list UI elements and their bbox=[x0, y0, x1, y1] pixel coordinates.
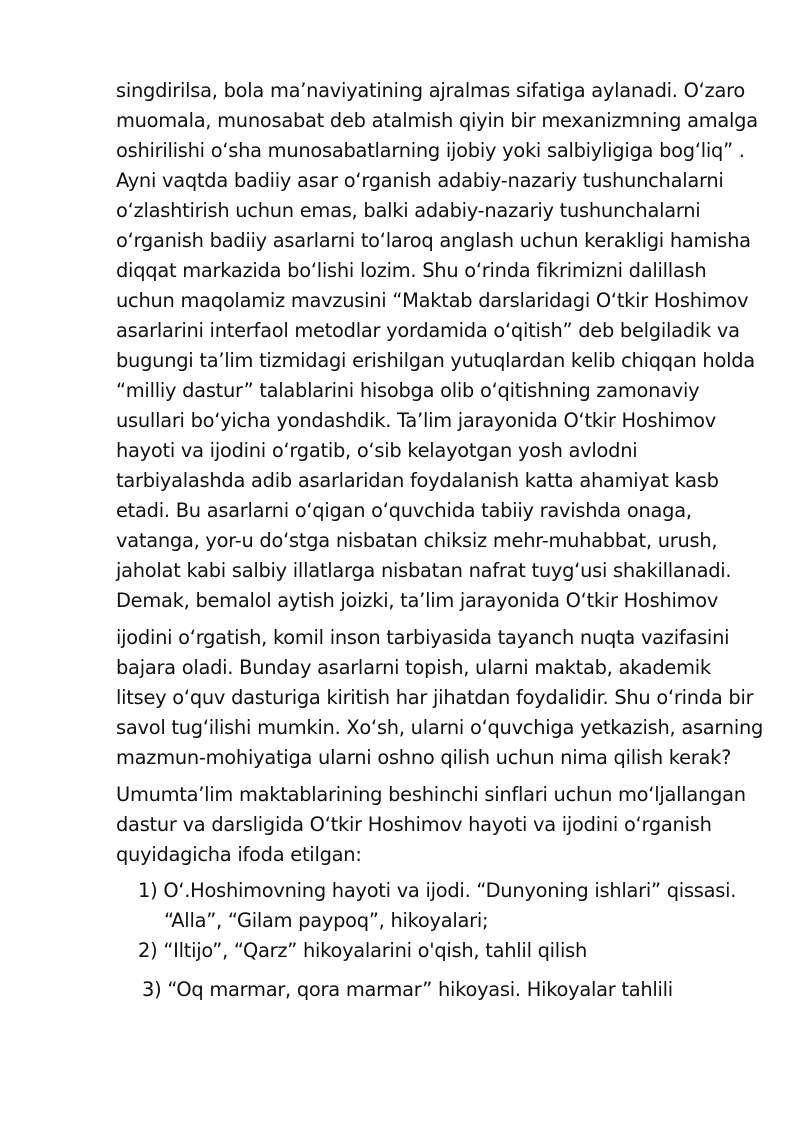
document-page bbox=[116, 76, 764, 1005]
list-item-line: 3) “Oq marmar, qora marmar” hikoyasi. Hikoyalar tahlili bbox=[142, 978, 673, 1001]
text-line: mazmun-mohiyatiga ularni oshno qilish uchun nima qilish kerak? bbox=[116, 746, 732, 769]
text-line: savol tug‘ilishi mumkin. Xo‘sh, ularni o‘quvchiga yetkazish, asarning bbox=[116, 716, 764, 739]
text-line: tarbiyalashda adib asarlaridan foydalanish katta ahamiyat kasb bbox=[116, 469, 719, 492]
list-item-line: “Alla”, “Gilam paypoq”, hikoyalari; bbox=[164, 909, 489, 932]
text-line: dastur va darsligida O‘tkir Hoshimov hayoti va ijodini o‘rganish bbox=[116, 813, 712, 836]
text-line: quyidagicha ifoda etilgan: bbox=[116, 843, 362, 866]
text-line: bugungi ta’lim tizmidagi erishilgan yutuqlardan kelib chiqqan holda bbox=[116, 349, 755, 372]
list-item-line: 2) “Iltijo”, “Qarz” hikoyalarini o'qish, tahlil qilish bbox=[138, 939, 587, 962]
text-line: Umumta’lim maktablarining beshinchi sinflari uchun mo‘ljallangan bbox=[116, 783, 746, 806]
text-line: Demak, bemalol aytish joizki, ta’lim jarayonida O‘tkir Hoshimov bbox=[116, 589, 719, 612]
paragraph-gap bbox=[116, 616, 756, 623]
list-item bbox=[116, 936, 756, 966]
text-line: etadi. Bu asarlarni o‘qigan o‘quvchida tabiiy ravishda onaga, bbox=[116, 499, 692, 522]
text-line: jaholat kabi salbiy illatlarga nisbatan nafrat tuyg‘usi shakillanadi. bbox=[116, 559, 732, 582]
list-item bbox=[116, 975, 756, 1005]
paragraph-3 bbox=[116, 780, 756, 870]
list-item-line: 1) O‘.Hoshimovning hayoti va ijodi. “Dunyoning ishlari” qissasi. bbox=[138, 879, 737, 902]
text-line: uchun maqolamiz mavzusini “Maktab darslaridagi O‘tkir Hoshimov bbox=[116, 289, 749, 312]
paragraph-1 bbox=[116, 76, 756, 616]
numbered-list bbox=[116, 876, 756, 1005]
text-line: “milliy dastur” talablarini hisobga olib o‘qitishning zamonaviy bbox=[116, 379, 700, 402]
text-line: litsey o‘quv dasturiga kiritish har jihatdan foydalidir. Shu o‘rinda bir bbox=[116, 686, 754, 709]
text-line: bajara oladi. Bunday asarlarni topish, ularni maktab, akademik bbox=[116, 656, 711, 679]
list-item bbox=[116, 876, 756, 936]
text-line: o‘rganish badiiy asarlarni to‘laroq anglash uchun kerakligi hamisha bbox=[116, 229, 751, 252]
text-line: o‘zlashtirish uchun emas, balki adabiy-nazariy tushunchalarni bbox=[116, 199, 701, 222]
text-line: oshirilishi o‘sha munosabatlarning ijobiy yoki salbiyligiga bog‘liq” . bbox=[116, 139, 745, 162]
paragraph-gap bbox=[116, 773, 756, 780]
text-line: muomala, munosabat deb atalmish qiyin bir mexanizmning amalga bbox=[116, 109, 758, 132]
paragraph-2 bbox=[116, 623, 764, 773]
text-line: asarlarini interfaol metodlar yordamida o‘qitish” deb belgiladik va bbox=[116, 319, 740, 342]
text-line: hayoti va ijodini o‘rgatib, o‘sib kelayotgan yosh avlodni bbox=[116, 439, 638, 462]
text-line: ijodini o‘rgatish, komil inson tarbiyasida tayanch nuqta vazifasini bbox=[116, 626, 730, 649]
text-line: singdirilsa, bola ma’naviyatining ajralmas sifatiga aylanadi. O‘zaro bbox=[116, 79, 746, 102]
text-line: vatanga, yor-u do‘stga nisbatan chiksiz mehr-muhabbat, urush, bbox=[116, 529, 718, 552]
text-line: usullari bo‘yicha yondashdik. Ta’lim jarayonida O‘tkir Hoshimov bbox=[116, 409, 717, 432]
text-line: Ayni vaqtda badiiy asar o‘rganish adabiy-nazariy tushunchalarni bbox=[116, 169, 724, 192]
text-line: diqqat markazida bo‘lishi lozim. Shu o‘rinda fikrimizni dalillash bbox=[116, 259, 707, 282]
